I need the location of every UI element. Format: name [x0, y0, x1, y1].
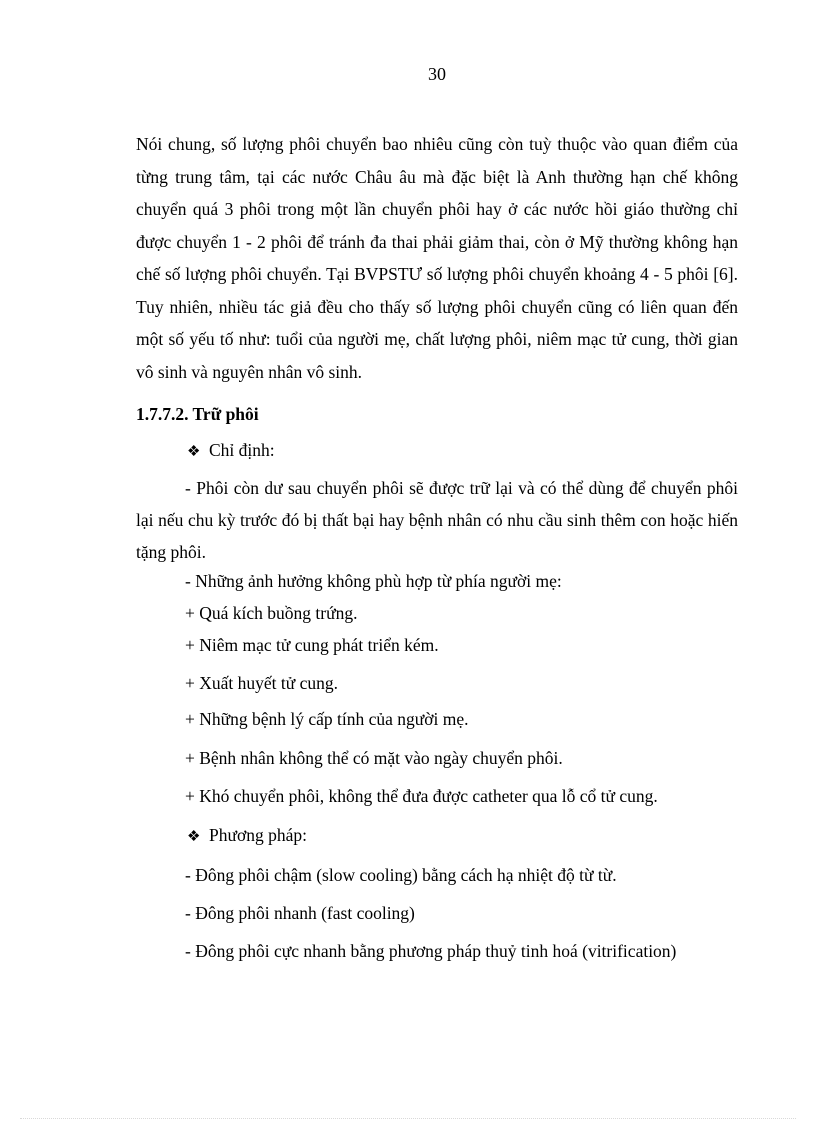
method-item-block: [136, 903, 738, 924]
indication-paragraph-block: [136, 472, 738, 568]
method-item-block: [136, 865, 738, 886]
maternal-item-block: [136, 786, 738, 807]
list-item: - Đông phôi nhanh (fast cooling): [185, 903, 415, 923]
page-number: 30: [428, 64, 446, 84]
method-item-block: [136, 941, 738, 962]
list-item: - Đông phôi chậm (slow cooling) bằng cách hạ nhiệt độ từ từ.: [185, 865, 617, 885]
diamond-bullet-icon: ❖: [187, 829, 201, 845]
document-body: [136, 128, 738, 961]
maternal-item-block: [136, 635, 738, 656]
indication-paragraph: - Phôi còn dư sau chuyển phôi sẽ được trữ lại và có thể dùng để chuyển phôi lại nếu chu kỳ trước đó bị thất bại hay bệnh nhân có nhu cầu sinh thêm con hoặc hiến tặng phôi.: [136, 478, 738, 562]
maternal-item-block: [136, 673, 738, 694]
list-item: + Bệnh nhân không thể có mặt vào ngày chuyển phôi.: [185, 748, 563, 768]
diamond-bullet-icon: ❖: [187, 444, 201, 460]
section-heading: 1.7.7.2. Trữ phôi: [136, 404, 259, 424]
maternal-item-block: [136, 748, 738, 769]
maternal-item-block: [136, 709, 738, 730]
maternal-factors-heading: - Những ảnh hưởng không phù hợp từ phía người mẹ:: [185, 571, 562, 591]
list-item: - Đông phôi cực nhanh bằng phương pháp thuỷ tinh hoá (vitrification): [185, 941, 677, 961]
method-label: Phương pháp:: [209, 825, 307, 845]
list-item: + Những bệnh lý cấp tính của người mẹ.: [185, 709, 469, 729]
list-item: + Niêm mạc tử cung phát triển kém.: [185, 635, 439, 655]
method-label-row: [136, 825, 738, 846]
indication-label-row: [136, 440, 738, 461]
indication-label: Chỉ định:: [209, 440, 275, 460]
indication-section: [136, 440, 738, 461]
footer-divider: [20, 1118, 796, 1119]
maternal-heading-block: [136, 571, 738, 592]
list-item: + Xuất huyết tử cung.: [185, 673, 339, 693]
intro-paragraph: Nói chung, số lượng phôi chuyển bao nhiêu cũng còn tuỳ thuộc vào quan điểm của từng trung tâm, tại các nước Châu âu mà đặc biệt là Anh thường hạn chế không chuyển quá 3 phôi trong một lần chuyển phôi hay ở các nước hồi giáo thường chỉ được chuyển 1 - 2 phôi để tránh đa thai phải giảm thai, còn ở Mỹ thường không hạn chế số lượng phôi chuyển. Tại BVPSTƯ số lượng phôi chuyển khoảng 4 - 5 phôi [6]. Tuy nhiên, nhiều tác giả đều cho thấy số lượng phôi chuyển cũng có liên quan đến một số yếu tố như: tuổi của người mẹ, chất lượng phôi, niêm mạc tử cung, thời gian vô sinh và nguyên nhân vô sinh.: [136, 134, 738, 382]
list-item: + Khó chuyển phôi, không thể đưa được catheter qua lỗ cổ tử cung.: [185, 786, 658, 806]
method-section: [136, 825, 738, 846]
list-item: + Quá kích buồng trứng.: [185, 603, 358, 623]
maternal-item-block: [136, 603, 738, 624]
